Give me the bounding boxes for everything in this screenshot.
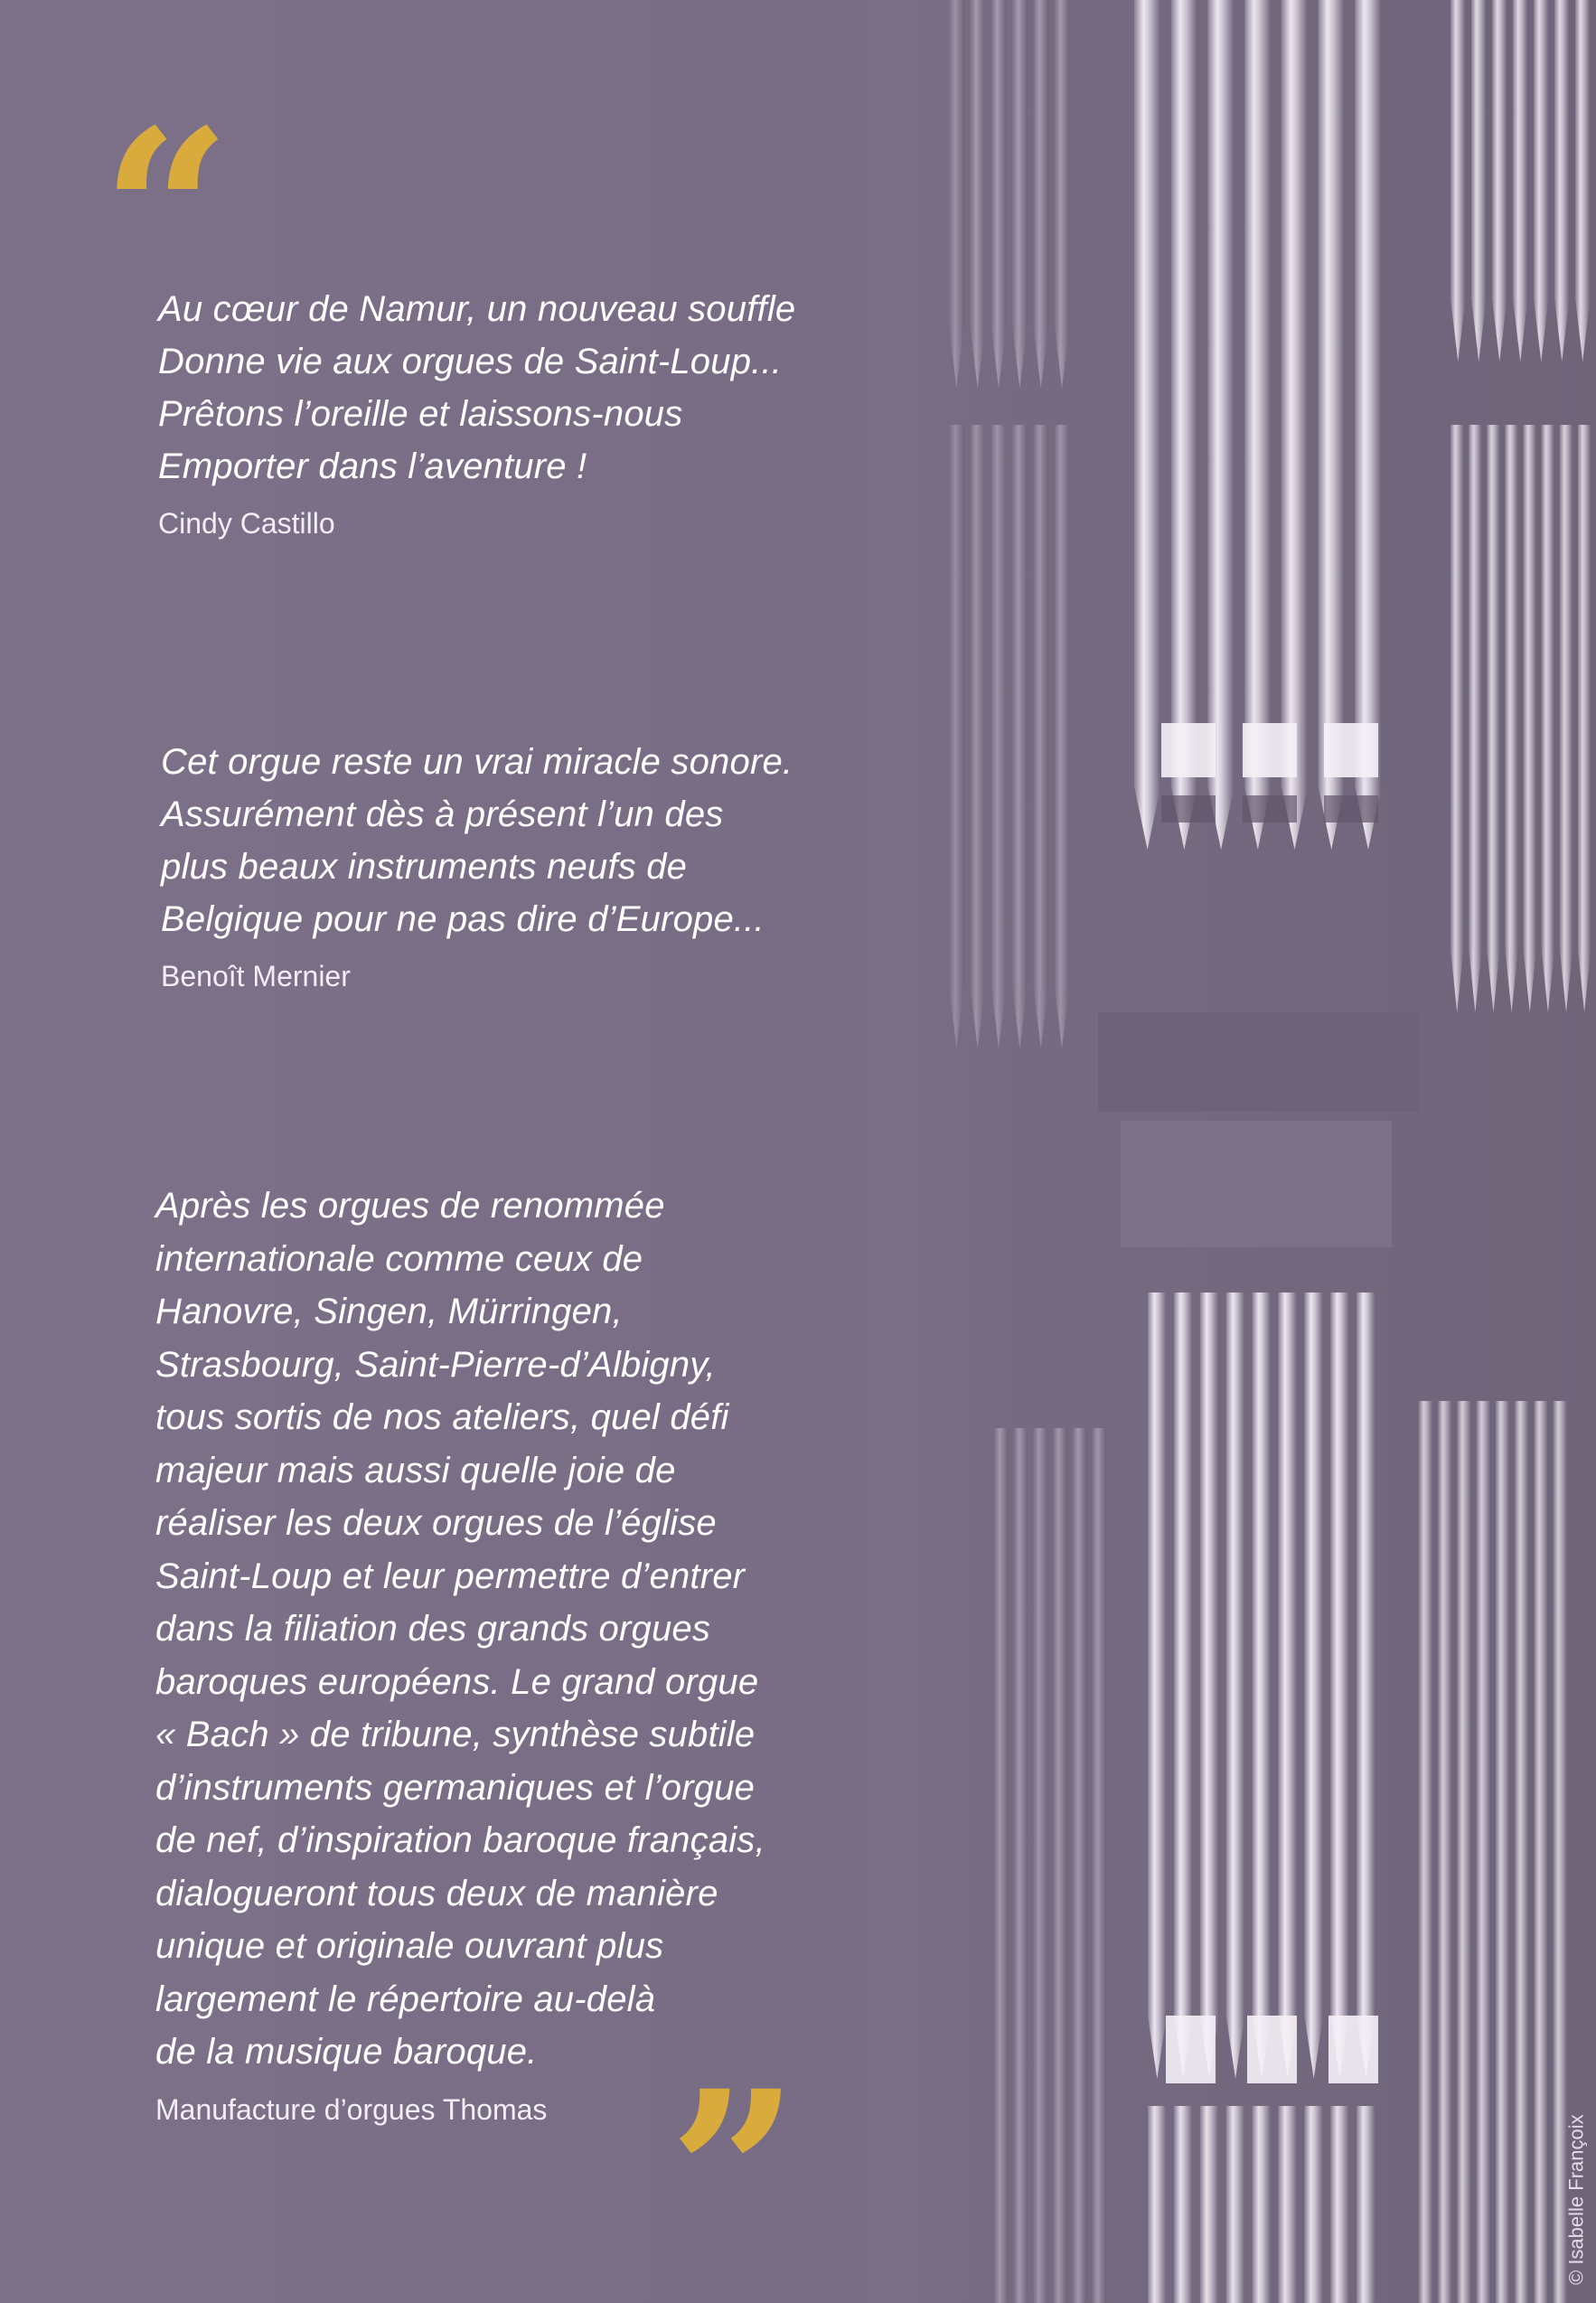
organ-pipe: [1055, 425, 1070, 985]
organ-pipe: [1121, 1121, 1392, 1247]
organ-pipe: [1092, 1428, 1106, 2303]
organ-pipe-foot: [1534, 298, 1549, 362]
organ-pipe: [1226, 2106, 1245, 2303]
organ-pipe: [1534, 0, 1549, 298]
quote-text: Après les orgues de renommée internationale comme ceux de Hanovre, Singen, Mürringen, Strasbourg, Saint-Pierre-d’Albigny, tous sortis de nos ateliers, quel défi majeur mais aussi quelle joie de réaliser les deux orgues de l’église Saint-Loup et leur permettre d’entrer dans la filiation des grands orgues baroques européens. Le grand orgue « Bach » de tribune, synthèse subtile d’instruments germaniques et l’orgue de nef, d’inspiration baroque français, dialogueront tous deux de manière unique et originale ouvrant plus largement le répertoire au-delà de la musique baroque.: [155, 1186, 765, 2072]
organ-pipe: [1357, 1292, 1375, 2016]
organ-pipe: [1253, 2106, 1272, 2303]
organ-pipe: [1012, 425, 1028, 985]
organ-pipe: [1226, 1292, 1245, 2016]
organ-pipe: [1161, 723, 1216, 777]
organ-pipe-foot: [1492, 298, 1507, 362]
organ-pipe: [1458, 1401, 1471, 2303]
organ-pipe: [1471, 0, 1487, 298]
organ-pipe: [1438, 1401, 1451, 2303]
organ-pipe: [1419, 1401, 1432, 2303]
organ-pipe: [1477, 1401, 1490, 2303]
organ-pipe: [1161, 795, 1216, 822]
organ-pipe-foot: [1033, 985, 1048, 1048]
organ-pipe-foot: [1012, 985, 1028, 1048]
organ-pipe: [1134, 0, 1160, 786]
organ-pipe-foot: [1469, 949, 1481, 1012]
organ-pipe: [1200, 2106, 1219, 2303]
organ-pipe: [1330, 1292, 1349, 2016]
organ-pipe: [1243, 723, 1297, 777]
organ-pipe: [1469, 425, 1481, 949]
quote-cindy-castillo: [158, 283, 953, 541]
organ-pipe: [1535, 1401, 1548, 2303]
organ-pipe: [1319, 0, 1345, 786]
organ-pipe-foot: [1542, 949, 1554, 1012]
photo-credit: © Isabelle Françoix: [1565, 2114, 1588, 2285]
organ-pipe-foot: [1578, 949, 1591, 1012]
organ-pipe: [1542, 425, 1554, 949]
organ-pipe: [1171, 0, 1197, 786]
organ-pipe: [1247, 2016, 1297, 2083]
organ-pipe-foot: [1033, 325, 1048, 389]
organ-pipe-foot: [1524, 949, 1536, 1012]
organ-pipe-foot: [1575, 298, 1591, 362]
organ-pipe: [1174, 2106, 1193, 2303]
organ-pipe: [1515, 1401, 1528, 2303]
organ-pipe: [1524, 425, 1536, 949]
organ-pipe: [1033, 1428, 1047, 2303]
organ-pipe-foot: [991, 985, 1007, 1048]
organ-pipe-foot: [1513, 298, 1528, 362]
organ-pipe: [1148, 1292, 1167, 2016]
organ-pipe: [991, 425, 1007, 985]
quote-manufacture-thomas: [155, 1180, 842, 2128]
organ-pipe: [1505, 425, 1517, 949]
quote-author: Cindy Castillo: [158, 507, 335, 540]
organ-pipe: [1148, 2106, 1167, 2303]
organ-pipe-foot: [1055, 325, 1070, 389]
organ-pipe-foot: [1148, 2016, 1167, 2079]
organ-pipe: [1014, 1428, 1028, 2303]
organ-pipe: [1324, 795, 1378, 822]
organ-pipe: [1304, 2106, 1323, 2303]
quote-author: Benoît Mernier: [161, 960, 351, 992]
organ-pipe: [1487, 425, 1499, 949]
organ-pipe: [1357, 2106, 1375, 2303]
quote-text: Cet orgue reste un vrai miracle sonore. Assurément dès à présent l’un des plus beaux instruments neufs de Belgique pour ne pas dire d’Europe...: [161, 742, 793, 939]
organ-pipe-foot: [1134, 786, 1160, 850]
organ-pipe: [1033, 425, 1048, 985]
organ-pipe-foot: [1554, 298, 1570, 362]
organ-pipe: [1496, 1401, 1509, 2303]
organ-pipe-foot: [1487, 949, 1499, 1012]
organ-pipe: [1053, 1428, 1067, 2303]
organ-pipe: [1098, 1012, 1419, 1112]
organ-pipe: [1304, 1292, 1323, 2016]
organ-pipe-foot: [991, 325, 1007, 389]
organ-pipe: [1278, 1292, 1297, 2016]
organ-pipe: [1324, 723, 1378, 777]
organ-pipe-foot: [1304, 2016, 1323, 2079]
organ-pipe-foot: [1471, 298, 1487, 362]
organ-pipe-foot: [1012, 325, 1028, 389]
organ-pipe: [1513, 0, 1528, 298]
organ-pipe: [1055, 0, 1070, 325]
organ-pipe: [1207, 0, 1234, 786]
organ-pipe: [1174, 1292, 1193, 2016]
organ-pipe-foot: [1450, 949, 1463, 1012]
organ-pipe: [1328, 2016, 1378, 2083]
organ-pipe: [1278, 2106, 1297, 2303]
organ-pipe: [1253, 1292, 1272, 2016]
quote-author: Manufacture d’orgues Thomas: [155, 2092, 548, 2126]
organ-pipe-foot: [1450, 298, 1466, 362]
organ-pipe: [1200, 1292, 1219, 2016]
organ-pipe: [1560, 425, 1573, 949]
organ-pipe-foot: [1226, 2016, 1245, 2079]
organ-pipe: [1166, 2016, 1216, 2083]
organ-pipe: [1554, 0, 1570, 298]
quote-text: Au cœur de Namur, un nouveau souffle Donne vie aux orgues de Saint-Loup... Prêtons l’oreille et laissons-nous Emporter dans l’aventure !: [158, 289, 796, 486]
organ-pipe: [1450, 0, 1466, 298]
organ-pipe: [1450, 425, 1463, 949]
organ-pipe: [1243, 795, 1297, 822]
organ-pipe: [991, 0, 1007, 325]
organ-pipe: [1012, 0, 1028, 325]
quote-benoit-mernier: [161, 736, 956, 994]
organ-pipe-foot: [1505, 949, 1517, 1012]
organ-pipe: [1355, 0, 1381, 786]
organ-pipe: [1578, 425, 1591, 949]
open-quote-mark: “: [101, 80, 231, 345]
organ-pipe: [1073, 1428, 1087, 2303]
organ-pipe: [994, 1428, 1009, 2303]
organ-pipe: [1033, 0, 1048, 325]
organ-pipe: [1281, 0, 1308, 786]
organ-pipe-foot: [1560, 949, 1573, 1012]
organ-pipe: [1492, 0, 1507, 298]
organ-pipe: [1244, 0, 1271, 786]
close-quote-mark: ”: [669, 2041, 799, 2303]
organ-pipe-foot: [1055, 985, 1070, 1048]
organ-pipe: [1330, 2106, 1349, 2303]
organ-pipe: [1575, 0, 1591, 298]
